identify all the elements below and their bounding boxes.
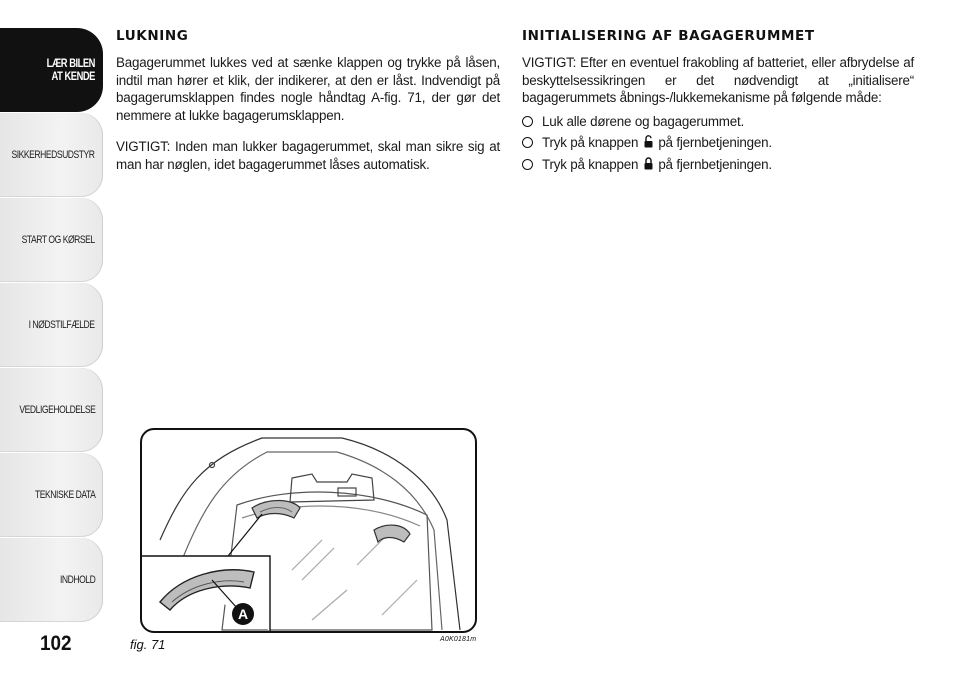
unlock-icon: [644, 135, 653, 148]
section-heading-initialisering: INITIALISERING AF BAGAGERUMMET: [522, 28, 815, 44]
trunk-illustration: [142, 430, 475, 631]
tab-label: SIKKERHEDSUDSTYR: [11, 149, 95, 161]
tab-vedligeholdelse[interactable]: [0, 368, 103, 452]
list-item: [522, 134, 914, 152]
step-text: Tryk på knappen: [542, 156, 639, 172]
tab-label: LÆR BILEN AT KENDE: [46, 56, 95, 83]
figure-caption: fig. 71: [130, 637, 166, 652]
paragraph: VIGTIGT: Efter en eventuel frakobling af batteriet, eller afbrydelse af beskyttelsessikringen er det nødvendigt at „initialisere“ bagagerummets åbnings-/lukkemekanisme på følgende måde:: [522, 55, 914, 106]
tab-label: VEDLIGEHOLDELSE: [19, 404, 95, 416]
right-column: [522, 28, 914, 177]
left-column: [116, 28, 500, 188]
circle-bullet-icon: [522, 116, 533, 127]
circle-bullet-icon: [522, 159, 533, 170]
chapter-sidebar: [0, 28, 103, 623]
tab-label: INDHOLD: [59, 574, 95, 586]
tab-tekniske-data[interactable]: [0, 453, 103, 537]
handle-right: [374, 525, 410, 542]
list-item: [522, 113, 914, 131]
figure-code: A0K0181m: [440, 636, 477, 643]
callout-a: A: [237, 606, 249, 622]
tab-i-noedstilfaelde[interactable]: [0, 283, 103, 367]
step-text: på fjernbetjeningen.: [658, 135, 772, 151]
tab-label: TEKNISKE DATA: [34, 489, 95, 501]
paragraph: Bagagerummet lukkes ved at sænke klappen og trykke på låsen, indtil man hører et klik, der indikerer, at den er låst. Indvendigt på bagagerumsklappen findes nogle håndtag A-fig. 71, der gør det nemmere at lukke bagagerumsklappen.: [116, 55, 500, 123]
figure-trunk-lid-handles: [140, 428, 477, 633]
tab-label: I NØDSTILFÆLDE: [29, 319, 95, 331]
tab-indhold[interactable]: [0, 538, 103, 622]
tab-label: START OG KØRSEL: [21, 234, 95, 246]
lock-icon: [644, 157, 653, 170]
page-number: 102: [40, 632, 72, 655]
paragraph: VIGTIGT: Inden man lukker bagagerummet, skal man sikre sig at man har nøglen, idet bagagerummet låses automatisk.: [116, 139, 500, 172]
handle-left: [252, 501, 300, 519]
step-text: Luk alle dørene og bagagerummet.: [542, 113, 745, 129]
list-item: [522, 156, 914, 174]
tab-sikkerhedsudstyr[interactable]: [0, 113, 103, 197]
tab-laer-bilen-at-kende[interactable]: [0, 28, 103, 112]
section-heading-lukning: LUKNING: [116, 28, 189, 44]
tab-start-og-koersel[interactable]: [0, 198, 103, 282]
step-text: på fjernbetjeningen.: [658, 156, 772, 172]
circle-bullet-icon: [522, 137, 533, 148]
step-list: [522, 113, 914, 174]
step-text: Tryk på knappen: [542, 135, 639, 151]
